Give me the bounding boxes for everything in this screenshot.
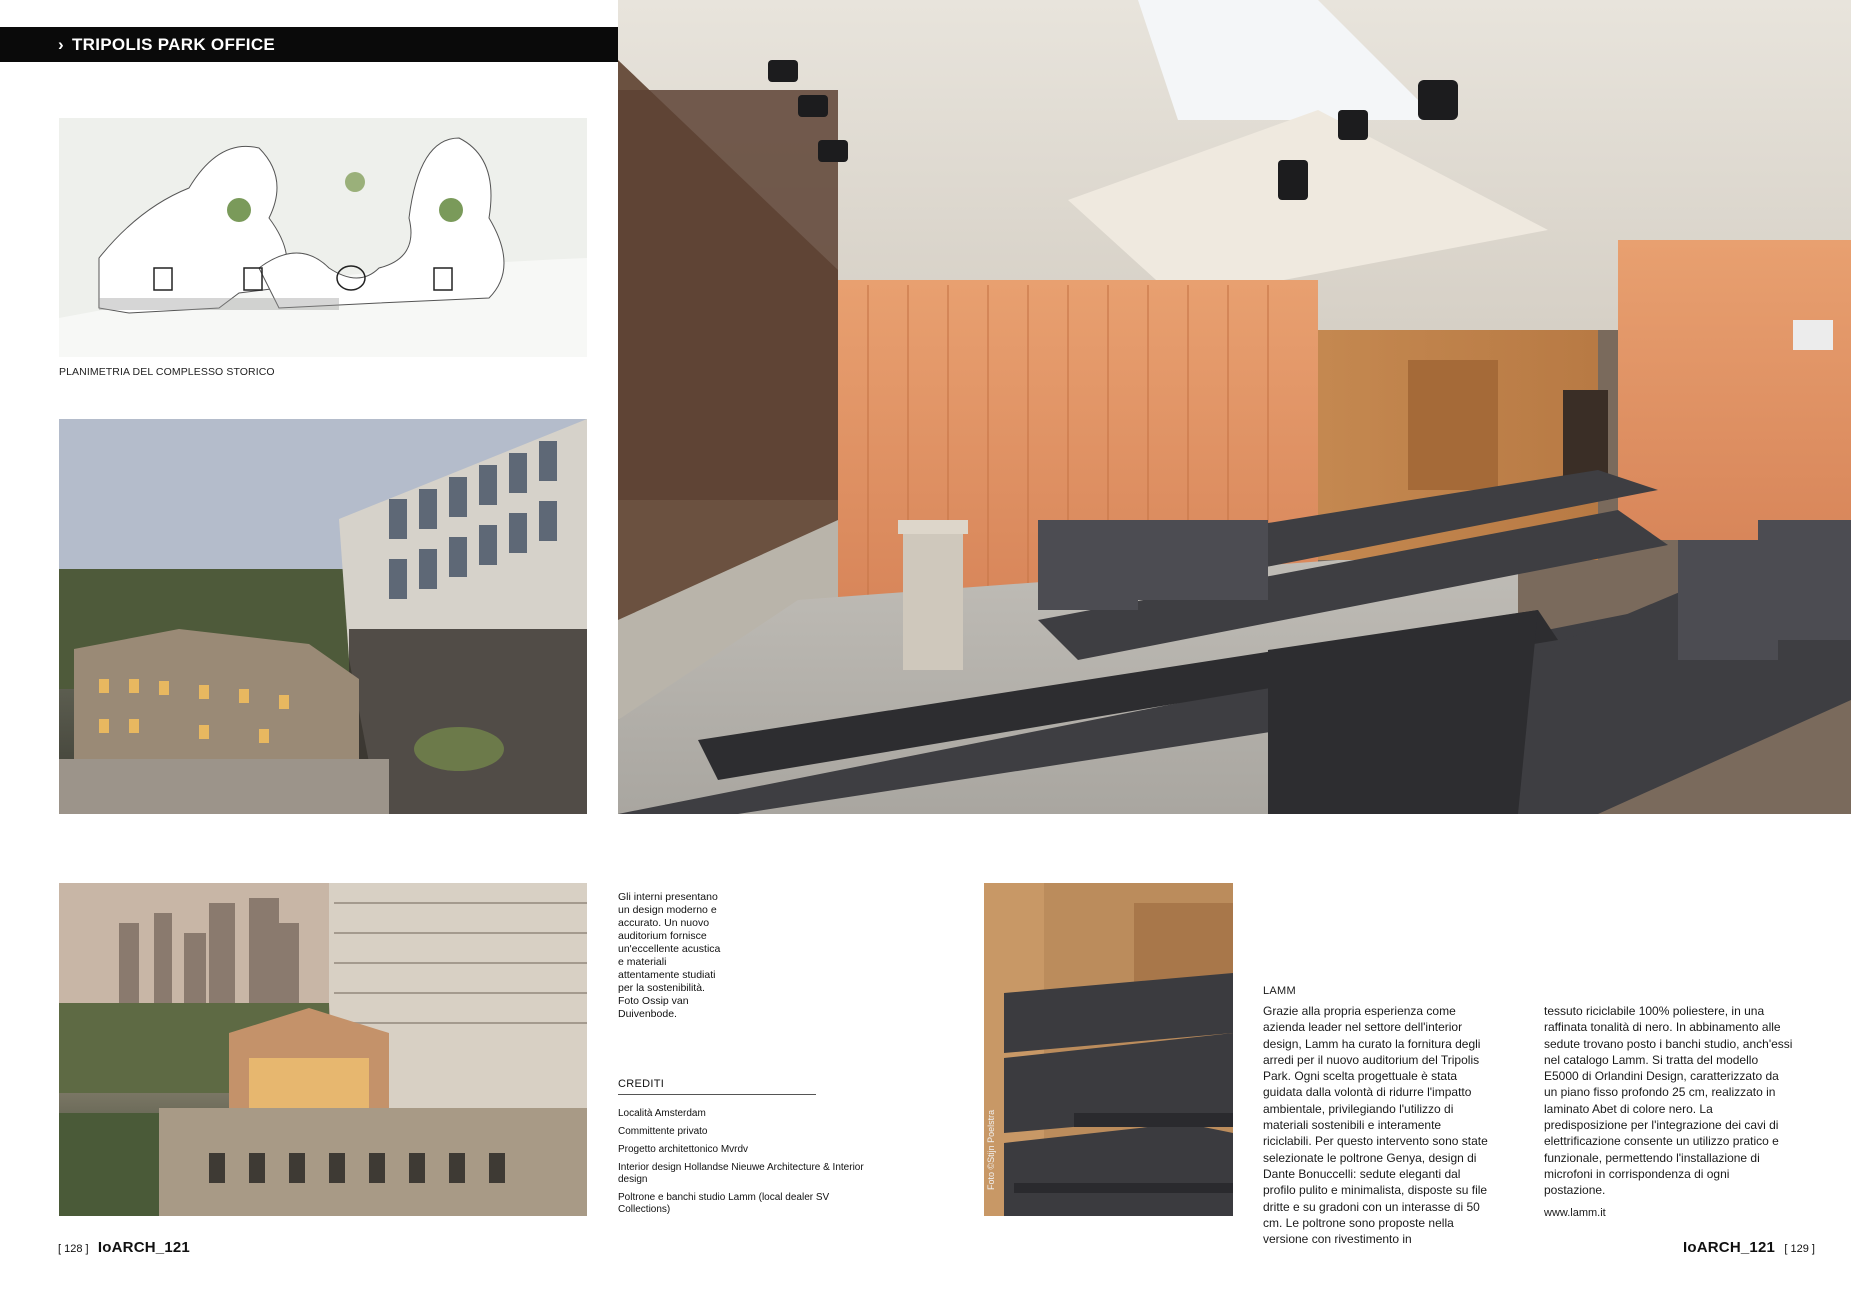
product-seating-photo <box>984 883 1233 1216</box>
page-number-right: [ 129 ] <box>1784 1243 1815 1255</box>
credit-item: Interior design Hollandse Nieuwe Architecture & Interior design <box>618 1162 864 1185</box>
article-column-2-text: tessuto riciclabile 100% poliestere, in una raffinata tonalità di nero. In abbinamento alle sedute trovano posto i banchi studio, anch'essi nel catalogo Lamm. Si tratta del modello E5000 di Orlandini Design, caratterizzato da un piano fisso profondo 25 cm, realizzato in laminato Abet di colore nero. La predisposizione per l'integrazione dei cavi di elettrificazione consente un utilizzo pratico e funzionale, permettendo l'installazione di microfoni in corrispondenza di ogni postazione. <box>1544 1004 1793 1198</box>
credits-heading: CREDITI <box>618 1078 665 1090</box>
credit-item: Poltrone e banchi studio Lamm (local dealer SV Collections) <box>618 1192 830 1215</box>
credit-item: Progetto architettonico Mvrdv <box>618 1144 749 1155</box>
article-column-2 <box>1544 1003 1794 1221</box>
article-column-1: Grazie alla propria esperienza come azienda leader nel settore dell'interior design, Lamm ha curato la fornitura degli arredi per il nuovo auditorium del Tripolis Park. Ogni scelta progettuale è stata guidata dalla volontà di ridurre l'impatto ambientale, privilegiando l'utilizzo di materiali sostenibili e interamente riciclabili. Per questo intervento sono state selezionate le poltrone Genya, design di Dante Bonuccelli: sedute eleganti dal profilo pulito e minimalista, disposte su file dritte e su gradoni con un interasse di 50 cm. Le poltrone sono proposte nella versione con rivestimento in <box>1263 1004 1488 1247</box>
magazine-issue-right: IoARCH_121 <box>1683 1239 1776 1256</box>
section-tag-left <box>58 27 275 62</box>
footer-right <box>1683 1239 1815 1256</box>
credit-item: Località Amsterdam <box>618 1108 706 1119</box>
credits-divider <box>618 1094 816 1095</box>
website-link[interactable]: www.lamm.it <box>1544 1206 1606 1219</box>
magazine-issue-left: IoARCH_121 <box>97 1239 190 1256</box>
photo-credit: Foto ©Stijn Poelstra <box>986 1109 996 1190</box>
section-title-left: TRIPOLIS PARK OFFICE <box>71 35 276 54</box>
evening-building-photo <box>59 883 587 1216</box>
floor-plan-image <box>59 118 587 357</box>
chevron-right-icon: › <box>58 35 64 54</box>
interior-caption: Gli interni presentano un design moderno e accurato. Un nuovo auditorium fornisce un'eccellente acustica e materiali attentamente studiati per la sostenibilità. Foto Ossip van Duivenbode. <box>618 891 721 1020</box>
footer-left <box>58 1239 190 1256</box>
credits-list <box>618 1108 868 1222</box>
article-heading: LAMM <box>1263 985 1296 997</box>
page-number-left: [ 128 ] <box>58 1243 89 1255</box>
aerial-building-photo <box>59 419 587 814</box>
plan-caption: PLANIMETRIA DEL COMPLESSO STORICO <box>59 366 275 378</box>
auditorium-photo <box>618 0 1851 814</box>
credit-item: Committente privato <box>618 1126 708 1137</box>
